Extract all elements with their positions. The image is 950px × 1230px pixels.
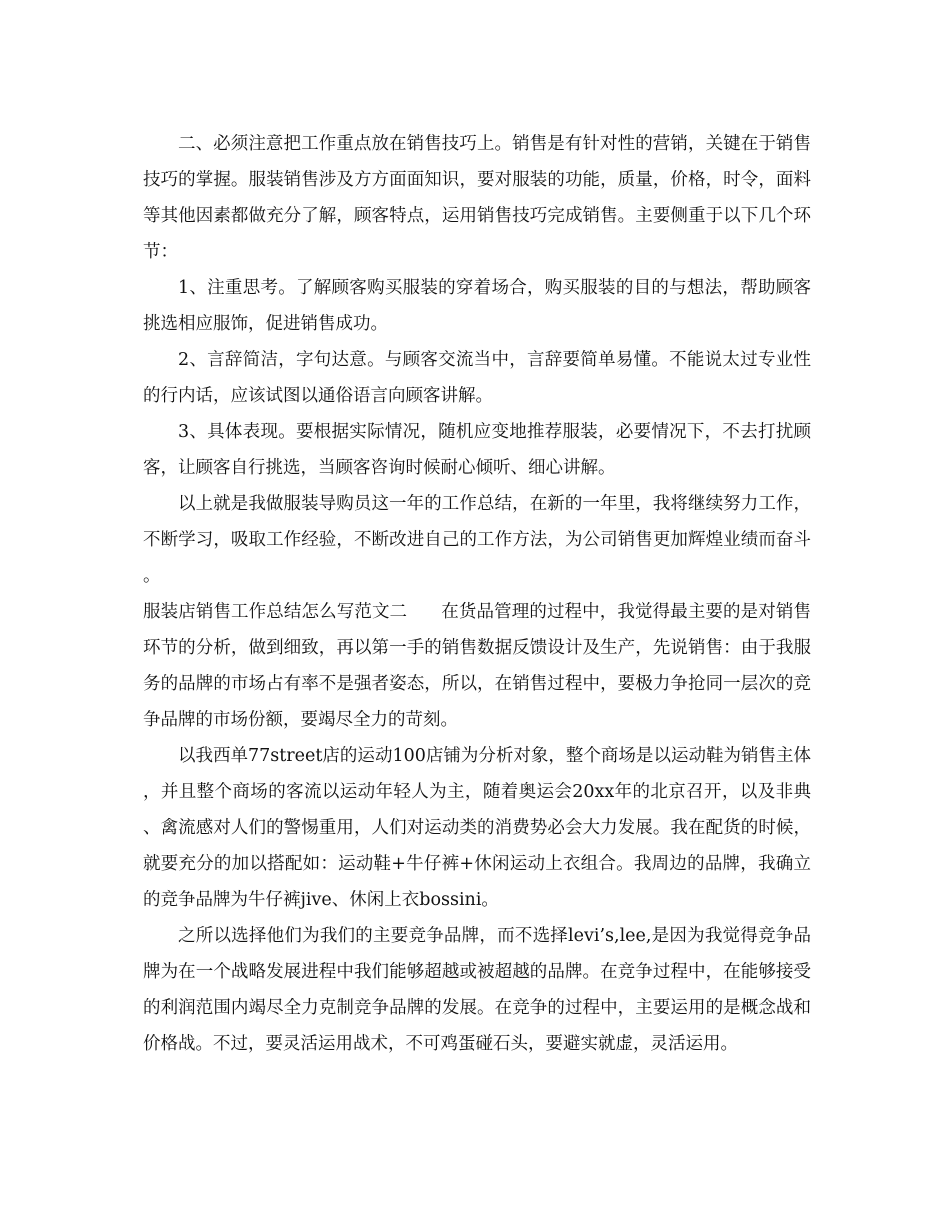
section-title: 服装店销售工作总结怎么写范文二 — [143, 602, 408, 622]
section-lead-text: 在货品管理的过程中，我觉得最主要的是对销售环节的分析，做到细致，再以第一手的销售数据反馈设计及生产，先说销售：由于我服务的品牌的市场占有率不是强者姿态，所以，在销售过程中，要极力争抢同一层次的竞争品牌的市场份额，要竭尽全力的苛刻。 — [143, 602, 812, 730]
section-two-paragraph — [143, 594, 811, 738]
paragraph-store-analysis: 以我西单77street店的运动100店铺为分析对象，整个商场是以运动鞋为销售主体，并且整个商场的客流以运动年轻人为主，随着奥运会20xx年的北京召开，以及非典、禽流感对人们的警惕重用，人们对运动类的消费势必会大力发展。我在配货的时候，就要充分的加以搭配如：运动鞋+牛仔裤+休闲运动上衣组合。我周边的品牌，我确立的竞争品牌为牛仔裤jive、休闲上衣bossini。 — [143, 746, 811, 910]
paragraph-point-1: 1、注重思考。了解顾客购买服装的穿着场合，购买服装的目的与想法，帮助顾客挑选相应服饰，促进销售成功。 — [143, 278, 811, 334]
document-body — [143, 126, 811, 1062]
paragraph-sales-skills: 二、必须注意把工作重点放在销售技巧上。销售是有针对性的营销，关键在于销售技巧的掌握。服装销售涉及方方面面知识，要对服装的功能，质量，价格，时令，面料等其他因素都做充分了解，顾客特点，运用销售技巧完成销售。主要侧重于以下几个环节： — [143, 134, 811, 262]
paragraph-point-2: 2、言辞简洁，字句达意。与顾客交流当中，言辞要简单易懂。不能说太过专业性的行内话，应该试图以通俗语言向顾客讲解。 — [143, 350, 811, 406]
paragraph-competitors: 之所以选择他们为我们的主要竞争品牌，而不选择levi’s,lee,是因为我觉得竞争品牌为在一个战略发展进程中我们能够超越或被超越的品牌。在竞争过程中，在能够接受的利润范围内竭尽全力克制竞争品牌的发展。在竞争的过程中，主要运用的是概念战和价格战。不过，要灵活运用战术，不可鸡蛋碰石头，要避实就虚，灵活运用。 — [143, 926, 811, 1054]
paragraph-point-3: 3、具体表现。要根据实际情况，随机应变地推荐服装，必要情况下，不去打扰顾客，让顾客自行挑选，当顾客咨询时候耐心倾听、细心讲解。 — [143, 422, 811, 478]
paragraph-conclusion: 以上就是我做服装导购员这一年的工作总结，在新的一年里，我将继续努力工作，不断学习，吸取工作经验，不断改进自己的工作方法，为公司销售更加辉煌业绩而奋斗。 — [143, 494, 811, 586]
